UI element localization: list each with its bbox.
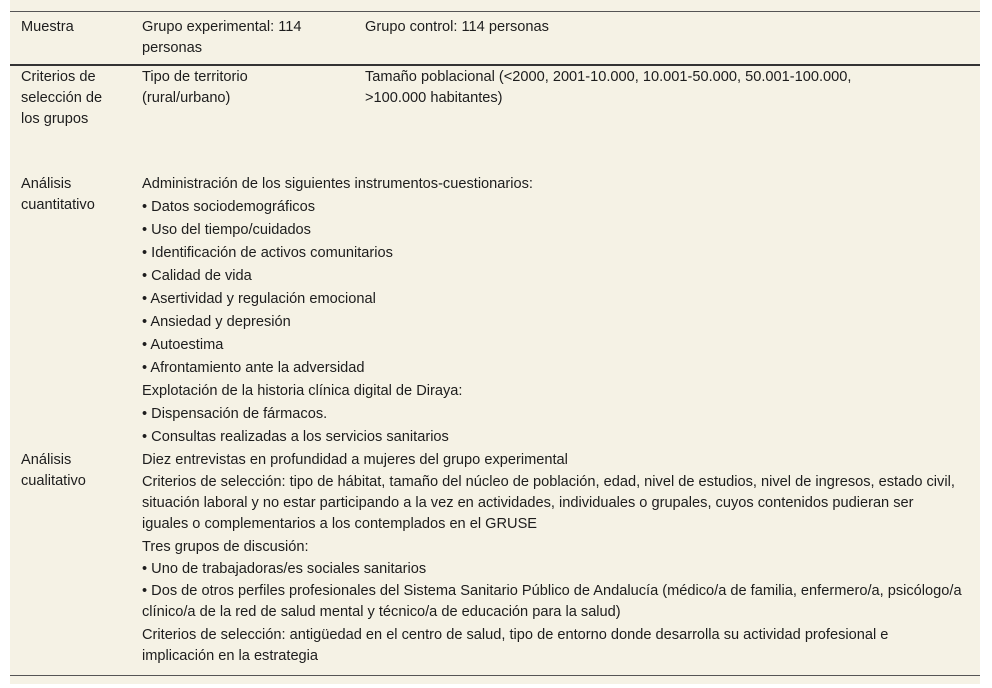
study-design-table — [10, 0, 980, 684]
criterio-tamano-poblacional: Tamaño poblacional (<2000, 2001-10.000, 10.001-50.000, 50.001-100.000, >100.000 habitantes) — [365, 69, 852, 106]
diraya-intro: Explotación de la historia clínica digital de Diraya: — [142, 383, 463, 399]
row-label-cualitativo: Análisis cualitativo — [21, 452, 86, 489]
list-item: • Consultas realizadas a los servicios sanitarios — [142, 429, 449, 445]
list-item: • Dispensación de fármacos. — [142, 406, 328, 422]
header-muestra: Muestra — [21, 19, 74, 35]
criterios-entrevistas-text: Criterios de selección: tipo de hábitat, tamaño del núcleo de población, edad, nivel de estudios, nivel de ingresos, estado civil, situación laboral y no estar participando a la vez en actividades, individuales o grupales, cuyos contenidos pudieran ser iguales o complementarios a los contemplados en el GRUSE — [142, 474, 955, 532]
table-top-rule — [10, 11, 980, 12]
row-label-cuantitativo: Análisis cuantitativo — [21, 176, 95, 213]
criterios-grupos-text: Criterios de selección: antigüedad en el centro de salud, tipo de entorno donde desarrolla su actividad profesional e implicación en la estrategia — [142, 627, 889, 664]
list-item: • Uso del tiempo/cuidados — [142, 222, 311, 238]
header-grupo-control: Grupo control: 114 personas — [365, 19, 549, 35]
list-item: • Datos sociodemográficos — [142, 199, 316, 215]
table-bottom-rule — [10, 675, 980, 676]
criterio-territorio: Tipo de territorio (rural/urbano) — [142, 69, 248, 106]
cuantitativo-content — [142, 173, 962, 449]
list-item: • Identificación de activos comunitarios — [142, 245, 393, 261]
header-grupo-experimental: Grupo experimental: 114 personas — [142, 19, 302, 56]
list-item: • Autoestima — [142, 337, 224, 353]
grupos-intro: Tres grupos de discusión: — [142, 539, 309, 555]
row-label-criterios: Criterios de selección de los grupos — [21, 69, 103, 127]
list-item: • Afrontamiento ante la adversidad — [142, 360, 365, 376]
header-divider-rule — [10, 64, 980, 66]
cualitativo-content — [142, 450, 962, 667]
list-item: • Calidad de vida — [142, 268, 252, 284]
list-item: • Dos de otros perfiles profesionales del Sistema Sanitario Público de Andalucía (médico/a de familia, enfermero/a, psicólogo/a clínico/a de la red de salud mental y técnico/a de educación para la salud) — [142, 583, 962, 620]
cuantitativo-intro: Administración de los siguientes instrumentos-cuestionarios: — [142, 176, 533, 192]
list-item: • Ansiedad y depresión — [142, 314, 291, 330]
entrevistas-text: Diez entrevistas en profundidad a mujeres del grupo experimental — [142, 452, 568, 468]
list-item: • Uno de trabajadoras/es sociales sanitarios — [142, 561, 427, 577]
list-item: • Asertividad y regulación emocional — [142, 291, 376, 307]
